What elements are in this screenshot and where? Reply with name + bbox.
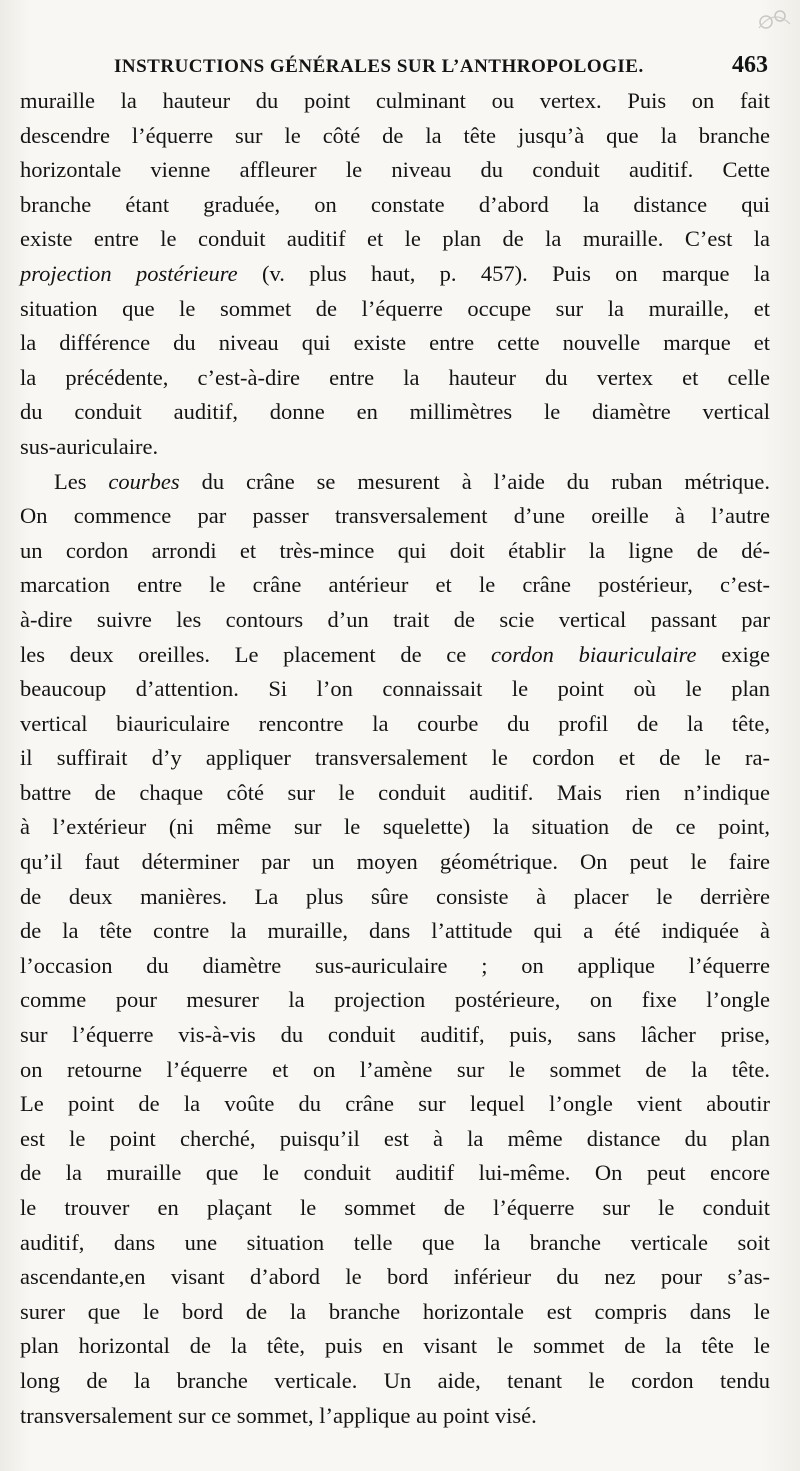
- text-line: est le point cherché, puisqu’il est à la même distance du plan: [20, 1125, 770, 1151]
- text-line: on retourne l’équerre et on l’amène sur le sommet de la tête.: [20, 1056, 770, 1082]
- text-line: Le point de la voûte du crâne sur lequel l’ongle vient aboutir: [20, 1091, 770, 1117]
- text-line: [20, 257, 770, 292]
- text-line: horizontale vienne affleurer le niveau du conduit auditif. Cette: [20, 157, 770, 183]
- text-line: [20, 638, 770, 673]
- text-line: muraille la hauteur du point culminant ou vertex. Puis on fait: [20, 88, 770, 113]
- text-line: de la tête contre la muraille, dans l’attitude qui a été indiquée à: [20, 918, 770, 944]
- text-line: surer que le bord de la branche horizontale est compris dans le: [20, 1298, 770, 1324]
- text-segment: exige: [696, 641, 770, 667]
- text-line: sus-auriculaire.: [20, 433, 159, 459]
- library-stamp-mark: [754, 4, 794, 34]
- text-line: un cordon arrondi et très-mince qui doit établir la ligne de dé-: [20, 537, 770, 563]
- text-line: à l’extérieur (ni même sur le squelette) la situation de ce point,: [20, 814, 770, 840]
- paragraph: [20, 84, 770, 465]
- text-line: il suffirait d’y appliquer transversalement le cordon et de le ra-: [20, 745, 770, 771]
- text-line: situation que le sommet de l’équerre occupe sur la muraille, et: [20, 295, 770, 321]
- text-line: branche étant graduée, on constate d’abord la distance qui: [20, 191, 770, 217]
- text-segment: les deux oreilles. Le placement de ce: [20, 641, 491, 667]
- text-line: la précédente, c’est-à-dire entre la hauteur du vertex et celle: [20, 364, 770, 390]
- text-line: de la muraille que le conduit auditif lui-même. On peut encore: [20, 1160, 770, 1186]
- text-line: la différence du niveau qui existe entre cette nouvelle marque et: [20, 330, 770, 356]
- text-line: [20, 465, 770, 500]
- text-line: de deux manières. La plus sûre consiste à placer le derrière: [20, 883, 770, 909]
- text-line: sur l’équerre vis-à-vis du conduit auditif, puis, sans lâcher prise,: [20, 1022, 770, 1048]
- text-line: existe entre le conduit auditif et le plan de la muraille. C’est la: [20, 226, 770, 252]
- italic-term: projection postérieure: [20, 260, 238, 286]
- text-line: battre de chaque côté sur le conduit auditif. Mais rien n’indique: [20, 779, 770, 805]
- page-header: [100, 52, 770, 82]
- text-line: marcation entre le crâne antérieur et le crâne postérieur, c’est-: [20, 572, 770, 598]
- body-text: [20, 84, 770, 1433]
- page-number: 463: [732, 52, 768, 78]
- text-line: du conduit auditif, donne en millimètres le diamètre vertical: [20, 399, 770, 425]
- text-line: comme pour mesurer la projection postérieure, on fixe l’ongle: [20, 987, 770, 1013]
- text-line: descendre l’équerre sur le côté de la tête jusqu’à que la branche: [20, 122, 770, 148]
- text-line: auditif, dans une situation telle que la branche verticale soit: [20, 1229, 770, 1255]
- paragraph: [20, 465, 770, 1434]
- italic-term: cordon biauriculaire: [491, 641, 697, 667]
- text-line: ascendante,en visant d’abord le bord inférieur du nez pour s’as-: [20, 1264, 770, 1290]
- text-line: long de la branche verticale. Un aide, tenant le cordon tendu: [20, 1367, 770, 1393]
- text-line: qu’il faut déterminer par un moyen géométrique. On peut le faire: [20, 849, 770, 875]
- text-segment: du crâne se mesurent à l’aide du ruban métrique.: [179, 468, 770, 494]
- text-line: transversalement sur ce sommet, l’applique au point visé.: [20, 1402, 537, 1428]
- running-head: INSTRUCTIONS GÉNÉRALES SUR L’ANTHROPOLOGIE.: [114, 56, 644, 77]
- text-line: le trouver en plaçant le sommet de l’équerre sur le conduit: [20, 1195, 770, 1220]
- text-line: à-dire suivre les contours d’un trait de scie vertical passant par: [20, 606, 770, 632]
- text-line: l’occasion du diamètre sus-auriculaire ; on applique l’équerre: [20, 952, 770, 978]
- text-line: vertical biauriculaire rencontre la courbe du profil de la tête,: [20, 710, 770, 736]
- text-segment: Les: [54, 468, 109, 494]
- text-segment: (v. plus haut, p. 457). Puis on marque la: [237, 260, 771, 286]
- italic-term: courbes: [108, 468, 180, 494]
- text-line: On commence par passer transversalement d’une oreille à l’autre: [20, 503, 770, 529]
- text-line: plan horizontal de la tête, puis en visant le sommet de la tête le: [20, 1333, 770, 1359]
- text-line: beaucoup d’attention. Si l’on connaissait le point où le plan: [20, 676, 770, 702]
